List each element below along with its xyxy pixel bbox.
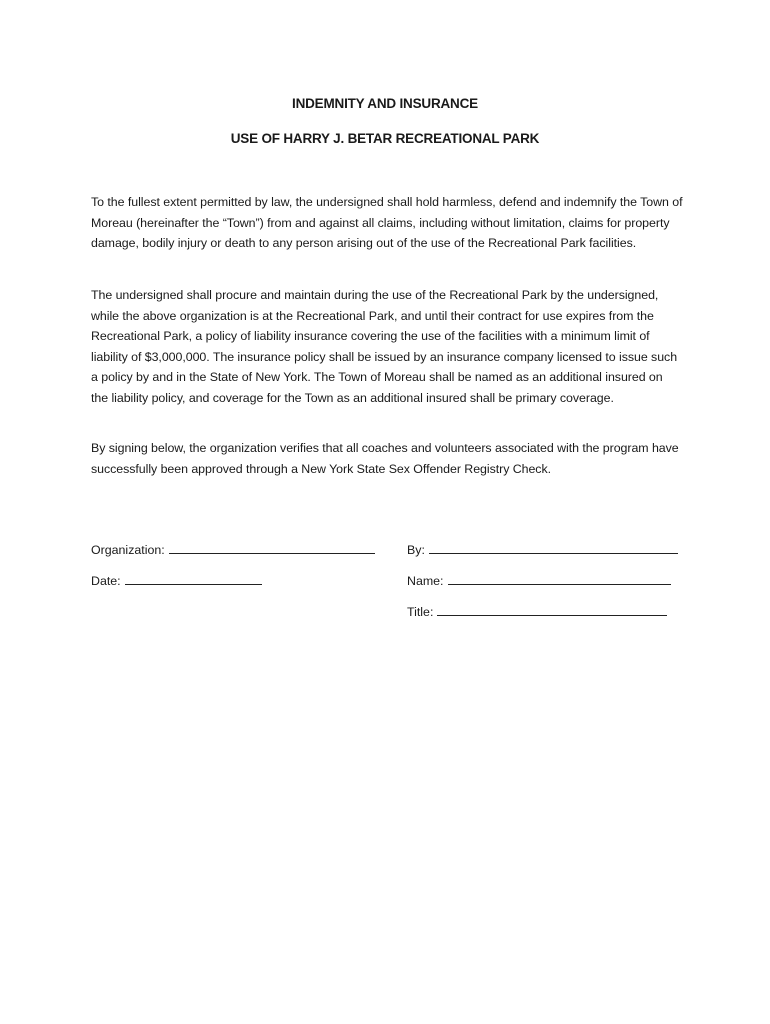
name-field [407,572,671,590]
by-label: By: [407,543,425,557]
name-label: Name: [407,574,444,588]
date-signature-line[interactable] [125,572,262,585]
indemnity-paragraph [91,192,683,254]
document-subtitle: USE OF HARRY J. BETAR RECREATIONAL PARK [230,131,540,146]
paragraph-text: The undersigned shall procure and maintain during the use of the Recreational Park by the undersigned, while the above organization is at the Recreational Park, and until their contract for use expires from the Recreational Park, a policy of liability insurance covering the use of the facilities with a minimum limit of liability of $3,000,000. The insurance policy shall be issued by an insurance company licensed to issue such a policy by and in the State of New York. The Town of Moreau shall be named as an additional insured on the liability policy, and coverage for the Town as an additional insured shall be primary coverage. [91,288,678,405]
organization-field [91,541,375,559]
by-signature-line[interactable] [429,541,678,554]
name-signature-line[interactable] [448,572,671,585]
verification-paragraph [91,438,683,479]
title-signature-line[interactable] [437,603,667,616]
document-title: INDEMNITY AND INSURANCE [292,96,478,111]
insurance-paragraph [91,285,683,409]
organization-signature-line[interactable] [169,541,375,554]
paragraph-text: By signing below, the organization verifies that all coaches and volunteers associated with the program have successfully been approved through a New York State Sex Offender Registry Check. [91,441,679,476]
paragraph-text: To the fullest extent permitted by law, the undersigned shall hold harmless, defend and indemnify the Town of Moreau (hereinafter the “Town”) from and against all claims, including without limitation, claims for property damage, bodily injury or death to any person arising out of the use of the Recreational Park facilities. [91,195,683,251]
date-field [91,572,262,590]
by-field [407,541,678,559]
title-field [407,603,667,621]
organization-label: Organization: [91,543,165,557]
title-label: Title: [407,605,434,619]
date-label: Date: [91,574,121,588]
